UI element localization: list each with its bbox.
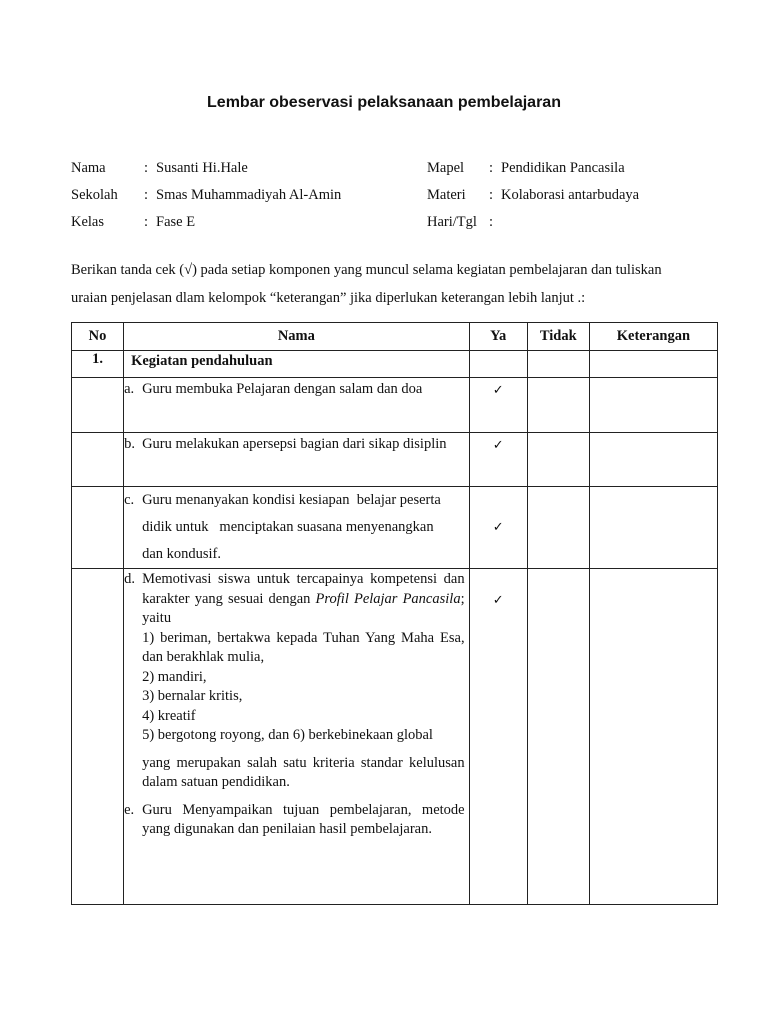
nama-cell	[124, 433, 470, 487]
info-colon: :	[144, 214, 149, 230]
keterangan-cell	[589, 351, 717, 378]
item-e	[124, 801, 469, 840]
item-text: Guru Menyampaikan tujuan pembelajaran, metode yang digunakan dan penilaian hasil pembelajaran.	[142, 801, 465, 837]
header-keterangan: Keterangan	[589, 323, 717, 351]
identity-left	[71, 155, 341, 236]
tidak-cell	[527, 378, 589, 433]
info-value-mapel: Pendidikan Pancasila	[501, 160, 625, 176]
section-row	[72, 351, 718, 378]
item-d-intro	[142, 570, 465, 629]
no-cell	[72, 569, 124, 905]
no-cell	[72, 487, 124, 569]
item-d-point-1: 1) beriman, bertakwa kepada Tuhan Yang Maha Esa, dan berakhlak mulia,	[142, 629, 465, 665]
info-row-sekolah	[71, 182, 341, 209]
instructions-line-1: Berikan tanda cek (√) pada setiap komponen yang muncul selama kegiatan pembelajaran dan tuliskan	[71, 262, 662, 278]
item-letter: b.	[124, 436, 135, 452]
table-row-c	[72, 487, 718, 569]
item-c-line-1: Guru menanyakan kondisi kesiapan belajar peserta	[142, 492, 441, 508]
info-row-mapel	[427, 155, 639, 182]
tidak-cell	[527, 351, 589, 378]
check-icon: ✓	[492, 520, 504, 535]
item-text: Guru melakukan apersepsi bagian dari sikap disiplin	[142, 436, 447, 452]
info-row-nama	[71, 155, 341, 182]
no-cell	[72, 378, 124, 433]
info-value-sekolah: Smas Muhammadiyah Al-Amin	[156, 187, 342, 203]
table-header-row	[72, 323, 718, 351]
identity-right	[427, 155, 639, 236]
header-tidak: Tidak	[527, 323, 589, 351]
observation-table	[71, 322, 718, 905]
item-d	[124, 569, 469, 793]
info-value-materi: Kolaborasi antarbudaya	[501, 187, 640, 203]
info-value-nama: Susanti Hi.Hale	[156, 160, 248, 176]
info-label: Hari/Tgl	[427, 214, 477, 230]
item-d-closing: yang merupakan salah satu kriteria standar kelulusan dalam satuan pendidikan.	[142, 754, 465, 790]
item-d-point-2: 2) mandiri,	[142, 668, 207, 685]
item-d-profil-suffix: ; yaitu	[142, 590, 465, 626]
info-colon: :	[489, 214, 494, 230]
item-c-line-2: didik untuk menciptakan suasana menyenangkan	[142, 519, 434, 535]
instructions	[71, 256, 721, 312]
item-d-intro-text: Memotivasi siswa untuk tercapainya kompetensi dan karakter yang sesuai dengan	[142, 571, 465, 607]
keterangan-cell	[589, 569, 717, 905]
ya-cell	[469, 487, 527, 569]
keterangan-cell	[589, 487, 717, 569]
item-text	[142, 487, 469, 568]
info-label: Nama	[71, 160, 106, 176]
item-letter: e.	[124, 801, 135, 818]
info-label: Sekolah	[71, 187, 118, 203]
item-letter: a.	[124, 381, 135, 397]
info-row-hari-tgl	[427, 209, 639, 236]
check-icon: ✓	[492, 383, 504, 398]
item-letter: d.	[124, 571, 135, 587]
check-icon: ✓	[492, 438, 504, 453]
item-c-line-3: dan kondusif.	[142, 546, 222, 562]
item-d-point-5: 5) bergotong royong, dan 6) berkebinekaan global	[142, 727, 433, 743]
header-no: No	[72, 323, 124, 351]
info-colon: :	[489, 160, 494, 176]
table-row-d-e	[72, 569, 718, 905]
info-label: Kelas	[71, 214, 105, 230]
item-a	[124, 378, 469, 398]
item-b	[124, 433, 469, 453]
table-row-a	[72, 378, 718, 433]
ya-cell	[469, 378, 527, 433]
info-colon: :	[144, 187, 149, 203]
item-d-point-3: 3) bernalar kritis,	[142, 688, 243, 704]
item-letter: c.	[124, 492, 135, 508]
info-label: Mapel	[427, 160, 465, 176]
item-c	[124, 487, 469, 568]
ya-cell	[469, 433, 527, 487]
info-colon: :	[144, 160, 149, 176]
nama-cell	[124, 487, 470, 569]
tidak-cell	[527, 569, 589, 905]
item-text: Guru membuka Pelajaran dengan salam dan doa	[142, 381, 423, 397]
ya-cell	[469, 569, 527, 905]
nama-cell	[124, 569, 470, 905]
ya-cell	[469, 351, 527, 378]
section-number: 1.	[72, 351, 124, 378]
keterangan-cell	[589, 433, 717, 487]
info-value-kelas: Fase E	[156, 214, 196, 230]
check-icon: ✓	[492, 593, 504, 608]
info-label: Materi	[427, 187, 466, 203]
no-cell	[72, 433, 124, 487]
header-nama: Nama	[124, 323, 470, 351]
info-row-kelas	[71, 209, 341, 236]
tidak-cell	[527, 487, 589, 569]
item-d-profil: Profil Pelajar Pancasila	[315, 590, 461, 607]
info-row-materi	[427, 182, 639, 209]
item-text	[142, 570, 469, 793]
instructions-line-2: uraian penjelasan dlam kelompok “keterangan” jika diperlukan keterangan lebih lanjut .:	[71, 290, 586, 306]
header-ya: Ya	[469, 323, 527, 351]
keterangan-cell	[589, 378, 717, 433]
nama-cell	[124, 378, 470, 433]
document-title: Lembar obeservasi pelaksanaan pembelajaran	[207, 94, 561, 111]
item-d-point-4: 4) kreatif	[142, 707, 196, 724]
table-row-b	[72, 433, 718, 487]
info-colon: :	[489, 187, 494, 203]
tidak-cell	[527, 433, 589, 487]
section-title: Kegiatan pendahuluan	[124, 351, 470, 378]
